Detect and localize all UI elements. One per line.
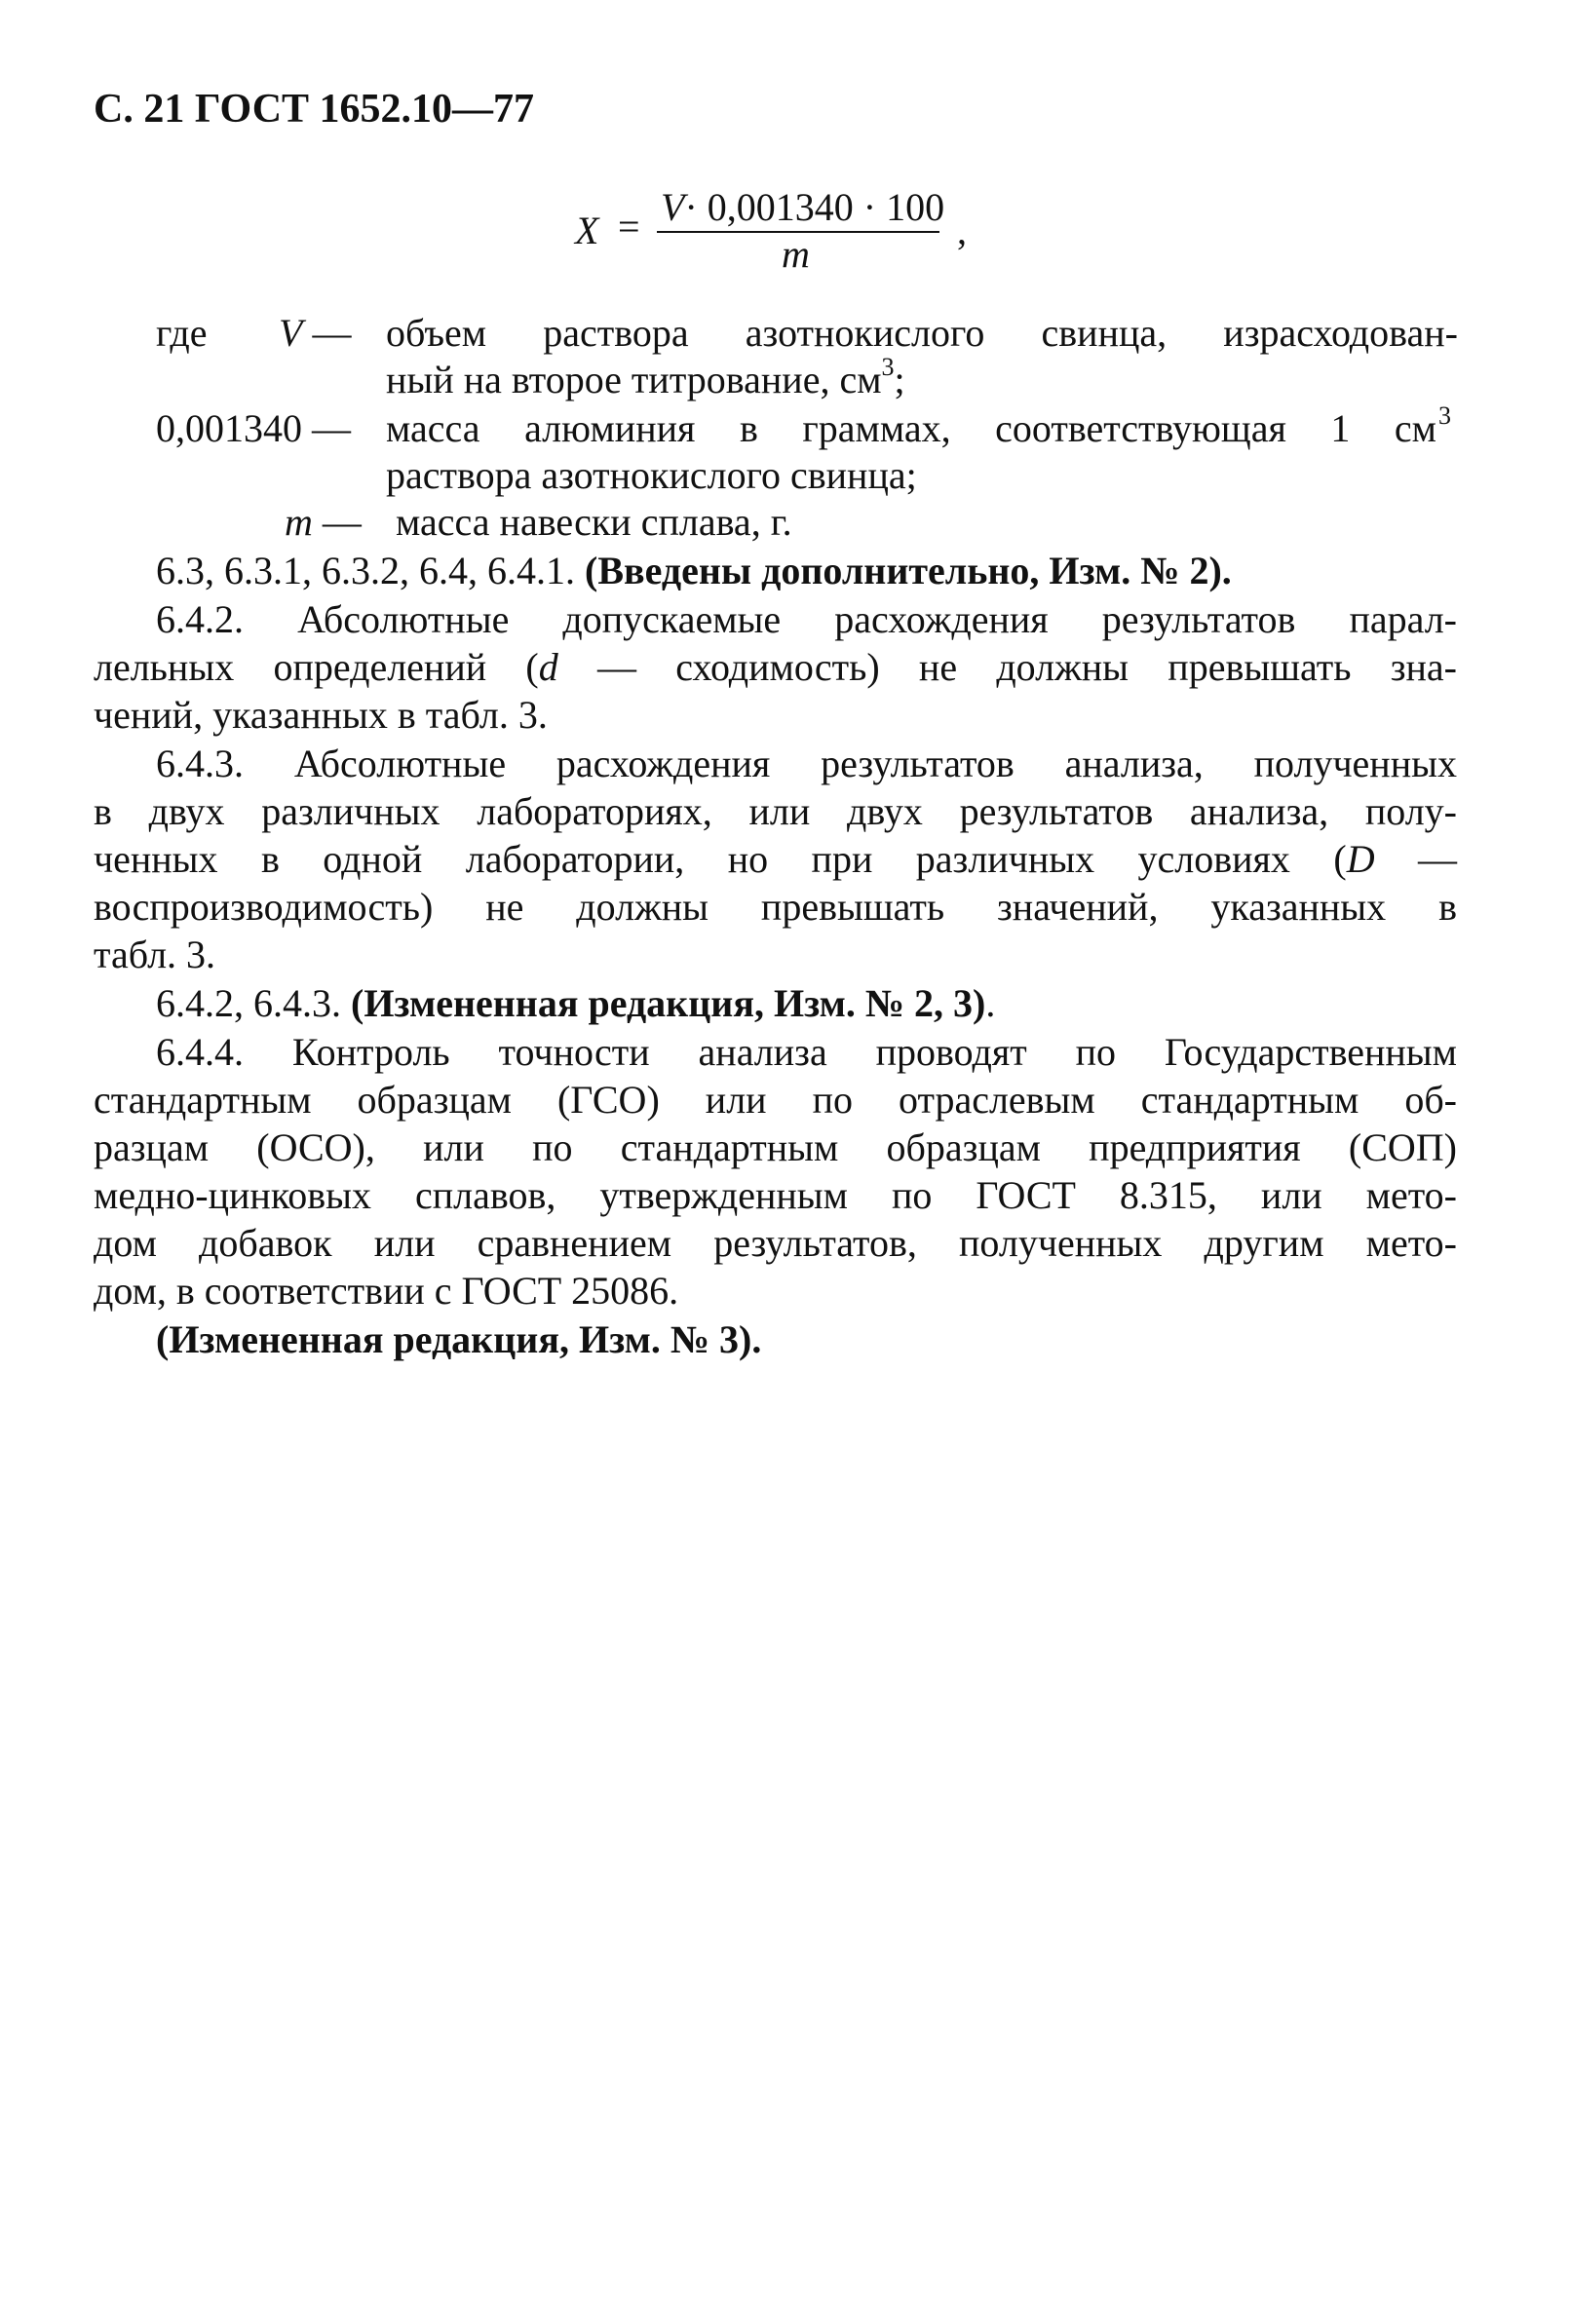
def-v-text-2: ный на второе титрование, см	[386, 358, 882, 401]
paragraph-3-line-4: воспроизводимость) не должны превышать значений, указанных в	[94, 885, 1457, 929]
paragraph-3-line-5: табл. 3.	[94, 933, 216, 976]
paragraph-5-line-3: разцам (ОСО), или по стандартным образцам предприятия (СОП)	[94, 1125, 1457, 1169]
paragraph-2-line-2-a: лельных определений (	[94, 645, 539, 689]
def-v-symbol	[279, 310, 351, 357]
paragraph-2-line-2	[94, 644, 1457, 691]
paragraph-5-line-4: медно-цинковых сплавов, утвержденным по ГОСТ 8.315, или мето-	[94, 1173, 1457, 1217]
formula	[575, 185, 994, 287]
paragraph-amendment-1	[156, 548, 1232, 594]
paragraph-2-line-3: чений, указанных в табл. 3.	[94, 693, 548, 737]
paragraph-3-line-1: 6.4.3. Абсолютные расхождения результатов анализа, полученных	[156, 742, 1457, 785]
paragraph-4-numbers: 6.4.2, 6.4.3.	[156, 981, 351, 1025]
def-v-text-line-1: объем раствора азотнокислого свинца, израсходован-	[386, 311, 1458, 355]
paragraph-5-line-2: стандартным образцам (ГСО) или по отраслевым стандартным об-	[94, 1078, 1457, 1122]
def-v-unit-exponent: 3	[881, 353, 895, 381]
paragraph-3-line-2: в двух различных лабораториях, или двух результатов анализа, полу-	[94, 789, 1457, 833]
def-m-text: масса навески сплава, г.	[396, 500, 792, 544]
def-mass-unit-exponent-text: 3	[1438, 401, 1451, 430]
paragraph-5-line-5: дом добавок или сравнением результатов, полученных другим мето-	[94, 1221, 1457, 1265]
paragraph-2-line-1: 6.4.2. Абсолютные допускаемые расхождения результатов парал-	[156, 597, 1457, 641]
def-mass-text-line-2: раствора азотнокислого свинца;	[386, 453, 917, 497]
def-mass-symbol	[156, 405, 351, 452]
def-v-symbol-text: V	[279, 311, 303, 355]
def-mass-text-line-1: масса алюминия в граммах, соответствующая 1 см	[386, 406, 1436, 450]
def-mass-value: 0,001340	[156, 406, 302, 450]
paragraph-1-numbers: 6.3, 6.3.1, 6.3.2, 6.4, 6.4.1.	[156, 549, 585, 592]
formula-equals: =	[618, 205, 640, 248]
formula-comma: ,	[957, 209, 967, 252]
formula-lhs: X	[575, 209, 599, 252]
def-m-dash: —	[322, 500, 362, 544]
def-mass-unit-exponent	[1438, 401, 1451, 457]
paragraph-3-line-3-b: —	[1374, 837, 1458, 881]
page-header: С. 21 ГОСТ 1652.10—77	[94, 87, 535, 132]
paragraph-2-line-2-b: — сходимость) не должны превышать зна-	[557, 645, 1457, 689]
paragraph-3-symbol-d: D	[1346, 837, 1375, 881]
paragraph-4-note: (Измененная редакция, Изм. № 2, 3)	[351, 981, 986, 1025]
formula-numerator-variable: V	[661, 185, 685, 229]
paragraph-2-symbol-d: d	[538, 645, 558, 689]
paragraph-5-line-6: дом, в соответствии с ГОСТ 25086.	[94, 1269, 679, 1313]
def-v-text-line-2	[386, 353, 905, 408]
paragraph-5-line-1: 6.4.4. Контроль точности анализа проводят по Государственным	[156, 1030, 1457, 1074]
def-m-symbol-text: m	[285, 500, 313, 544]
paragraph-1-note: (Введены дополнительно, Изм. № 2).	[585, 549, 1232, 592]
where-label: где	[156, 311, 208, 355]
paragraph-amendment-6: (Измененная редакция, Изм. № 3).	[156, 1317, 762, 1361]
def-v-text-2-end: ;	[894, 358, 905, 401]
def-v-dash: —	[312, 311, 352, 355]
def-mass-dash: —	[312, 406, 351, 450]
def-m-symbol	[285, 499, 362, 546]
paragraph-3-line-3-a: ченных в одной лаборатории, но при различных условиях (	[94, 837, 1347, 881]
paragraph-4-end: .	[985, 981, 996, 1025]
formula-denominator: m	[782, 232, 810, 276]
formula-numerator	[661, 184, 944, 230]
formula-numerator-rest: · 0,001340 · 100	[684, 185, 945, 229]
paragraph-3-line-3	[94, 836, 1457, 883]
paragraph-amendment-4	[156, 980, 995, 1027]
